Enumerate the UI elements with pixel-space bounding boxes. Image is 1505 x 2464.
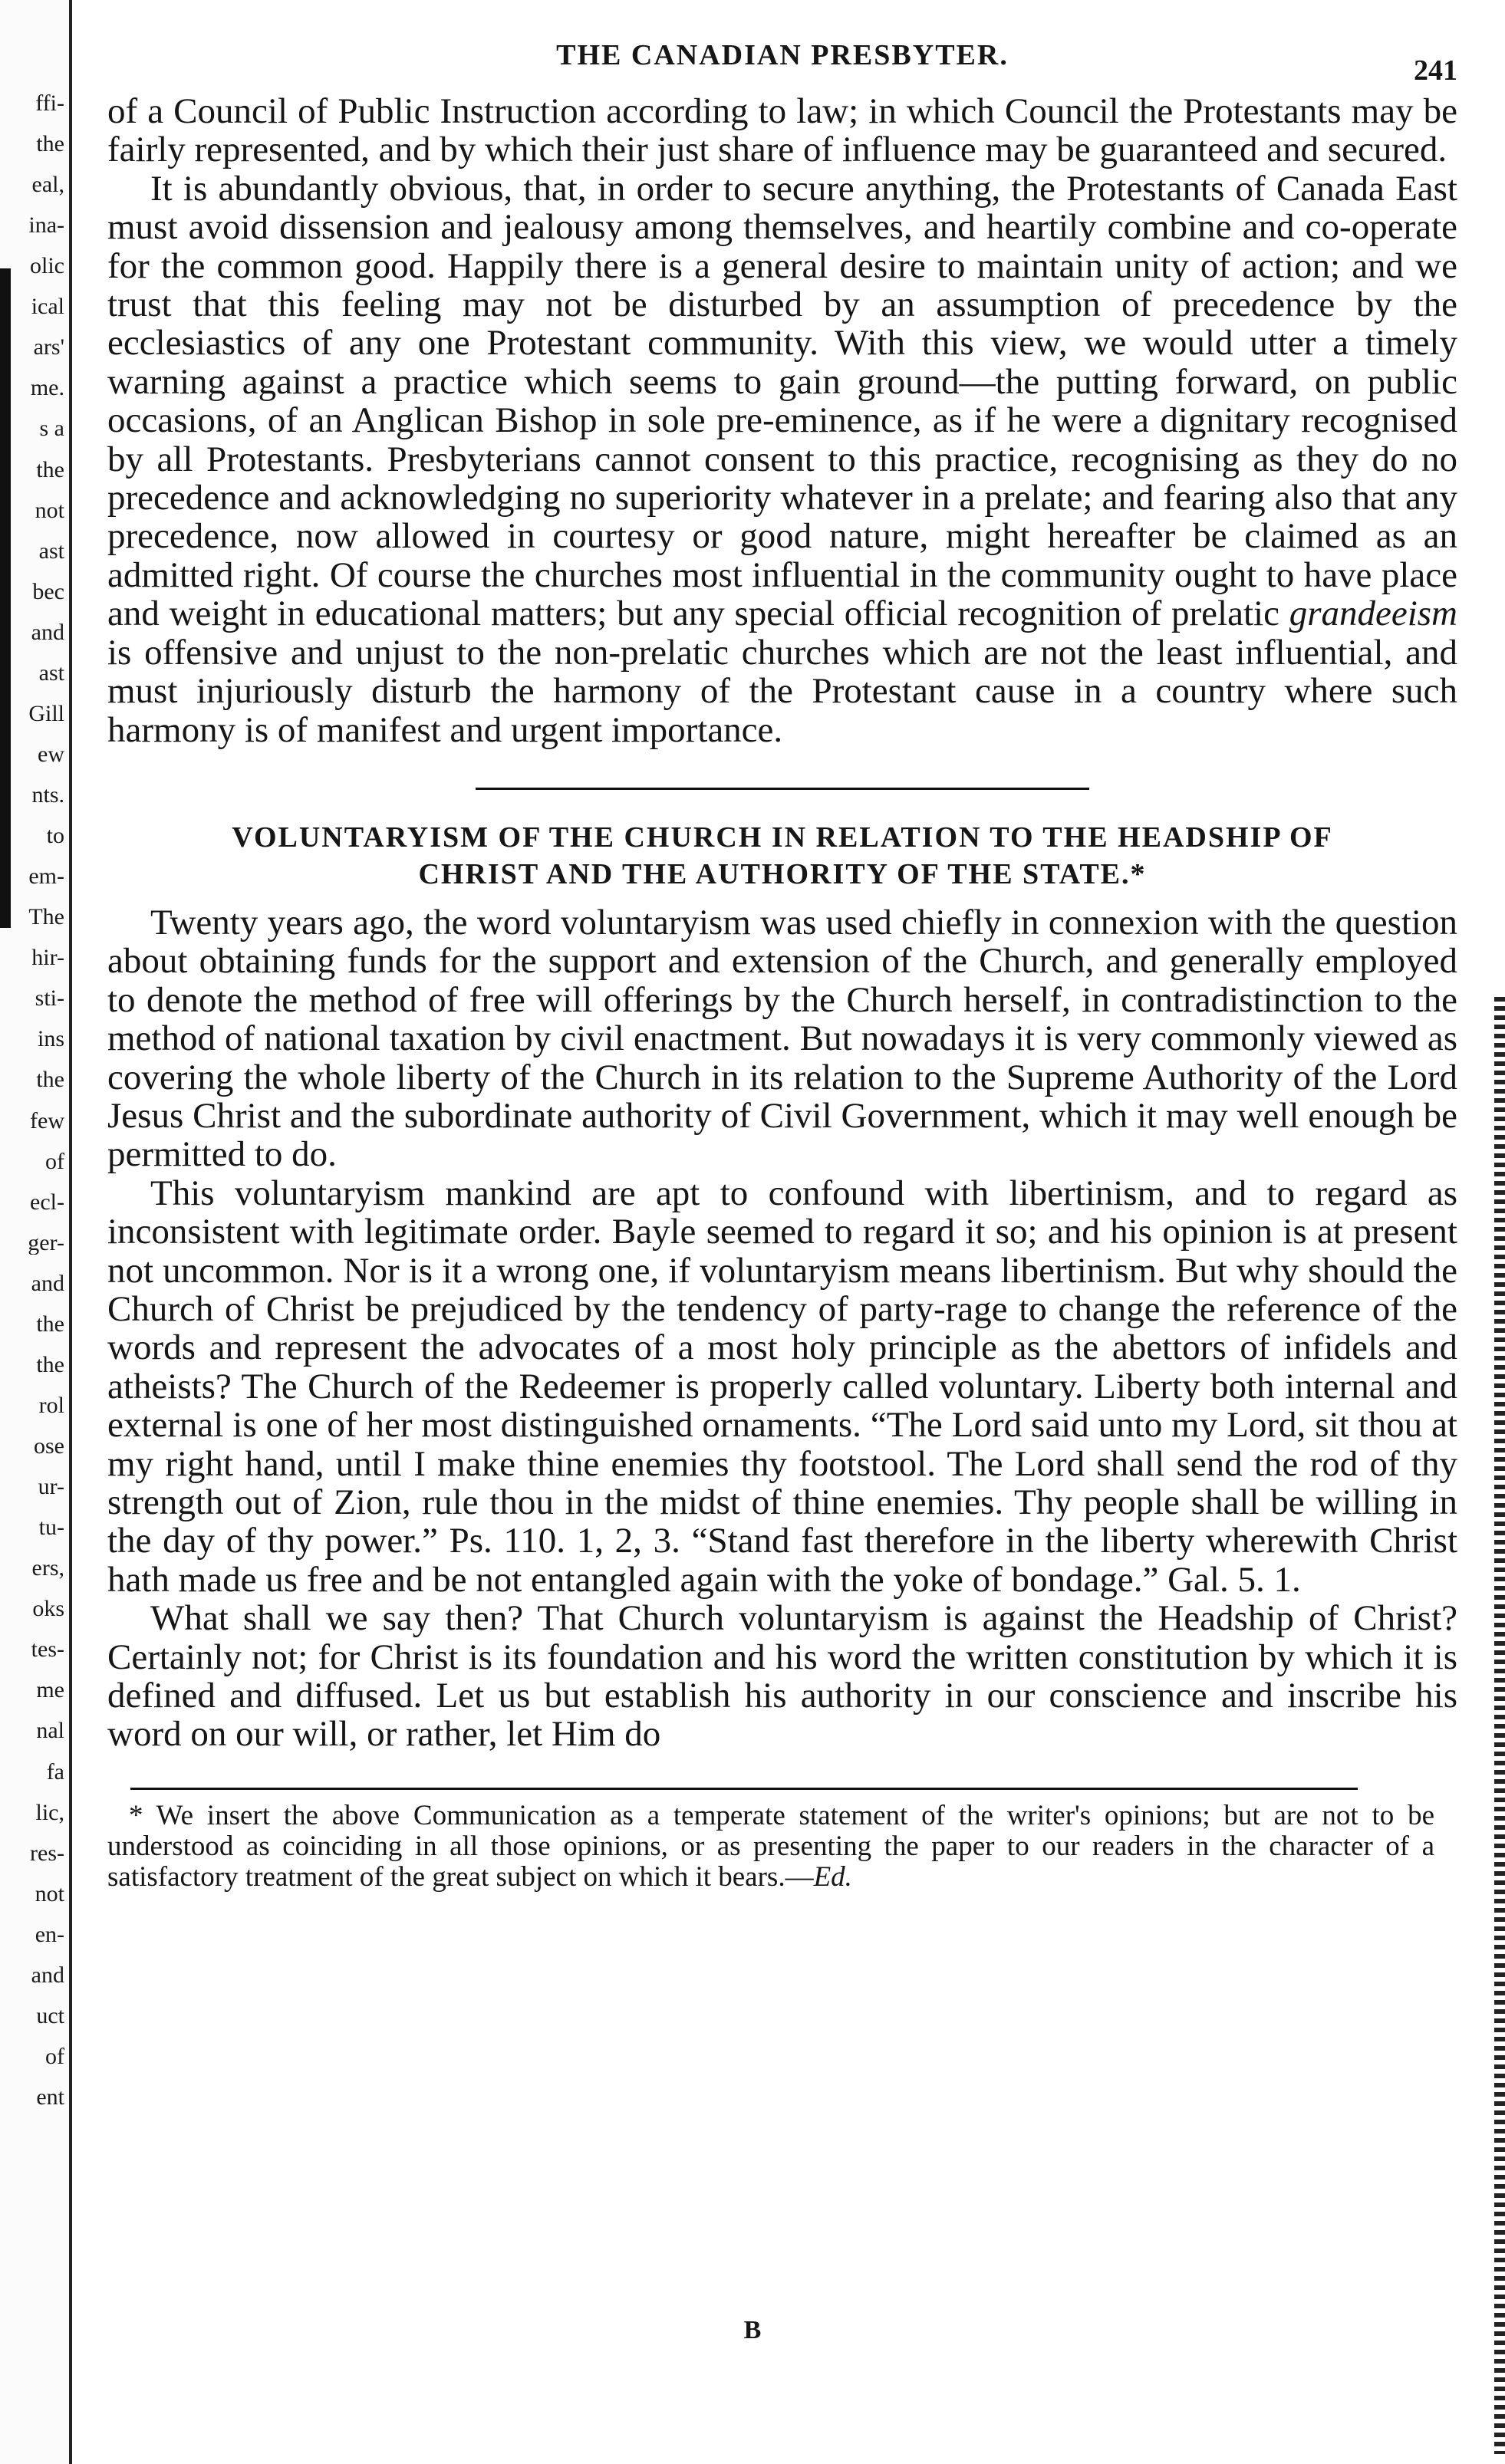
margin-fragment: sti- bbox=[35, 987, 64, 1011]
margin-fragment: hir- bbox=[31, 946, 64, 970]
margin-fragment: ers, bbox=[31, 1557, 64, 1581]
margin-fragment: tes- bbox=[31, 1638, 64, 1662]
margin-fragment: nts. bbox=[31, 784, 64, 808]
margin-fragment: the bbox=[36, 458, 64, 482]
margin-fragment: eal, bbox=[31, 173, 64, 197]
page bbox=[107, 31, 1457, 1893]
margin-fragment: the bbox=[36, 1353, 64, 1377]
margin-fragment: and bbox=[31, 1963, 64, 1987]
margin-fragment: me bbox=[36, 1679, 64, 1702]
running-title: THE CANADIAN PRESBYTER. bbox=[556, 39, 1009, 71]
margin-fragment: ars' bbox=[33, 336, 64, 360]
margin-fragment: the bbox=[36, 1312, 64, 1336]
margin-fragment: fa bbox=[46, 1760, 64, 1784]
opening-paragraph-2-italic: grandeeism bbox=[1289, 594, 1457, 634]
margin-fragment: en- bbox=[35, 1923, 64, 1946]
margin-fragment: not bbox=[35, 498, 64, 522]
opening-paragraph-2 bbox=[107, 169, 1457, 749]
margin-fragment: of bbox=[45, 1150, 64, 1173]
margin-fragment: bec bbox=[32, 580, 64, 604]
margin-fragment: the bbox=[36, 1068, 64, 1092]
margin-fragment: ur- bbox=[38, 1475, 64, 1499]
section-divider bbox=[476, 788, 1089, 790]
margin-fragment: lic, bbox=[35, 1801, 64, 1824]
margin-fragment: ecl- bbox=[30, 1190, 64, 1214]
margin-fragment: and bbox=[31, 1271, 64, 1295]
margin-fragment: ent bbox=[36, 2086, 64, 2109]
margin-fragment: rol bbox=[38, 1393, 64, 1417]
margin-fragment: to bbox=[46, 824, 64, 848]
previous-page-margin bbox=[0, 0, 71, 2464]
margin-fragment: ical bbox=[31, 295, 64, 319]
margin-fragment: me. bbox=[30, 377, 64, 400]
article-title-line-2: CHRIST AND THE AUTHORITY OF THE STATE.* bbox=[418, 857, 1147, 890]
margin-fragment: oks bbox=[32, 1597, 64, 1621]
article-title-line-1: VOLUNTARYISM OF THE CHURCH IN RELATION TO THE HEADSHIP OF bbox=[232, 821, 1333, 854]
margin-fragment: ina- bbox=[28, 214, 64, 238]
margin-fragment: of bbox=[45, 2045, 64, 2068]
margin-fragment: and bbox=[31, 620, 64, 644]
opening-paragraph-1: of a Council of Public Instruction according to law; in which Council the Protestants may be fairly represented, and by which their just share of influence may be guaranteed and secured. bbox=[107, 91, 1457, 170]
margin-fragment: Gill bbox=[28, 702, 64, 725]
article-paragraph-2: This voluntaryism mankind are apt to confound with libertinism, and to regard as inconsistent with legitimate order. Bayle seemed to regard it so; and his opinion is at present not uncommon. Nor is it a wrong one, if voluntaryism means libertinism. But why should the Church of Christ be prejudiced by the tendency of party-rage to change the reference of the words and represent the advocates of a most holy principle as the abettors of infidels and atheists? The Church of the Redeemer is properly called voluntary. Liberty both internal and external is one of her most distinguished ornaments. “The Lord said unto my Lord, sit thou at my right hand, until I make thine enemies thy footstool. The Lord shall send the rod of thy strength out of Zion, rule thou in the midst of thine enemies. Thy people shall be willing in the day of thy power.” Ps. 110. 1, 2, 3. “Stand fast therefore in the liberty wherewith Christ hath made us free and be not entangled again with the yoke of bondage.” Gal. 5. 1. bbox=[107, 1173, 1457, 1600]
margin-fragment: ger- bbox=[28, 1231, 64, 1255]
page-number: 241 bbox=[1414, 54, 1457, 87]
margin-fragment: s a bbox=[39, 417, 64, 441]
signature-mark: B bbox=[743, 2316, 762, 2344]
article-paragraph-1: Twenty years ago, the word voluntaryism was used chiefly in connexion with the question about obtaining funds for the support and extension of the Church, and generally employed to denote the method of free will offerings by the Church herself, in contradistinction to the method of national taxation by civil enactment. But nowadays it is very commonly viewed as covering the whole liberty of the Church in its relation to the Supreme Authority of the Lord Jesus Christ and the subordinate authority of Civil Government, which it may well enough be permitted to do. bbox=[107, 902, 1457, 1175]
page-header bbox=[107, 31, 1457, 92]
margin-fragment: ins bbox=[37, 1028, 64, 1051]
margin-fragment: the bbox=[36, 133, 64, 156]
footnote-text: * We insert the above Communication as a temperate statement of the writer's opinions; but are not to be understood as coinciding in all those opinions, or as presenting the paper to our readers in the character of a satisfactory treatment of the great subject on which it bears.— bbox=[107, 1799, 1434, 1893]
margin-fragment: not bbox=[35, 1882, 64, 1906]
margin-fragment: uct bbox=[36, 2004, 64, 2028]
article-paragraph-3: What shall we say then? That Church voluntaryism is against the Headship of Christ? Certainly not; for Christ is its foundation and his word the written constitution by which it is defined and diffused. Let us but establish his authority in our conscience and inscribe his word on our will, or rather, let Him do bbox=[107, 1598, 1457, 1755]
margin-fragment: tu- bbox=[38, 1516, 64, 1540]
margin-fragment: ast bbox=[38, 539, 64, 563]
page-fold-line bbox=[69, 0, 72, 2464]
margin-fragment: The bbox=[28, 906, 64, 929]
footnote-editor-mark: Ed. bbox=[813, 1860, 852, 1893]
margin-fragment: ffi- bbox=[35, 92, 64, 115]
opening-paragraph-2-text-b: is offensive and unjust to the non-prelatic churches which are not the least influential, and must injuriously disturb the harmony of the Protestant cause in a country where such harmony is of manifest and urgent importance. bbox=[107, 632, 1457, 750]
opening-paragraph-2-text-a: It is abundantly obvious, that, in order to secure anything, the Protestants of Canada East must avoid dissension and jealousy among themselves, and heartily combine and co-operate for the common good. Happily there is a general desire to maintain unity of action; and we trust that this feeling may not be disturbed by an assumption of precedence by the ecclesiastics of any one Protestant community. With this view, we would utter a timely warning against a practice which seems to gain ground—the putting forward, on public occasions, of an Anglican Bishop in sole pre-eminence, as if he were a dignitary recognised by all Protestants. Presbyterians cannot consent to this practice, recognising as they do no precedence and acknowledging no superiority whatever in a prelate; and fearing also that any precedence, now allowed in courtesy or good nature, might hereafter be claimed as an admitted right. Of course the churches most influential in the community ought to have place and weight in educational matters; but any special official recognition of prelatic bbox=[107, 168, 1457, 634]
footnote bbox=[107, 1801, 1434, 1893]
margin-fragment: ose bbox=[34, 1435, 64, 1459]
margin-fragment: ast bbox=[38, 661, 64, 685]
margin-fragment: ew bbox=[38, 742, 64, 766]
margin-fragment: olic bbox=[30, 255, 64, 278]
margin-fragment: em- bbox=[28, 865, 64, 889]
footnote-divider bbox=[130, 1788, 1358, 1790]
article-title bbox=[107, 819, 1457, 893]
margin-fragment: nal bbox=[36, 1719, 64, 1743]
page-edge-shadow bbox=[1494, 997, 1505, 2454]
margin-fragment: res- bbox=[30, 1841, 64, 1865]
margin-fragment: few bbox=[30, 1109, 64, 1133]
